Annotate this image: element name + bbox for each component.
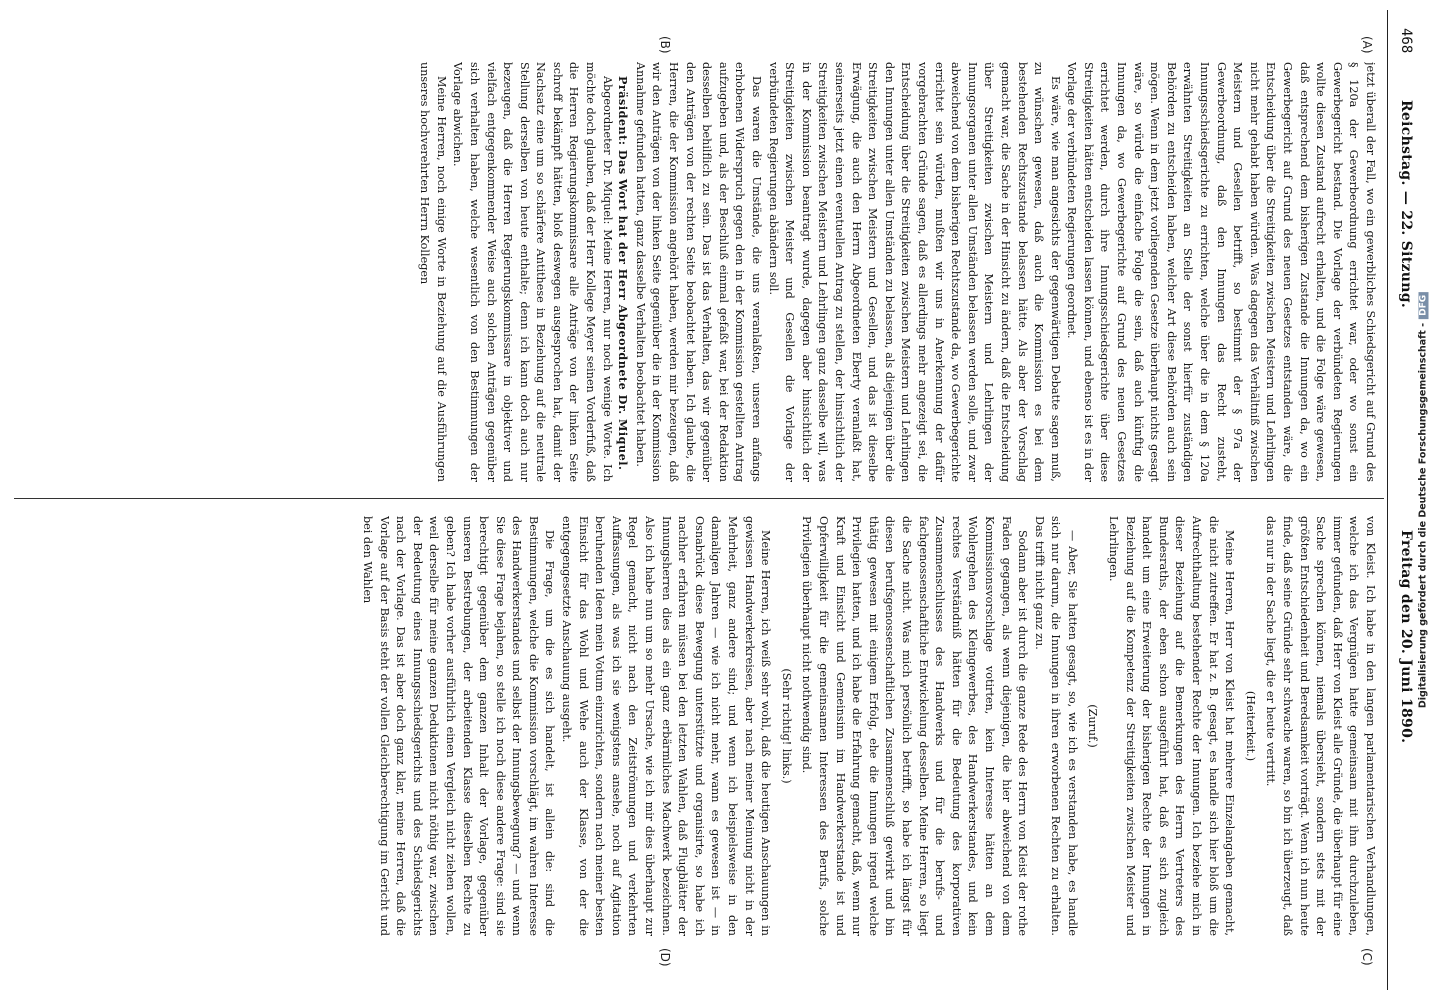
session-date: Freitag den 20. Juni 1890. <box>1398 530 1414 744</box>
paragraph: von Kleist. Ich habe in den langen parlamentarischen Verhandlungen, welche ich das Vergnügen hatte gemeinsam mit ihm durchzuleben, immer gefunden, daß Herr von Kleist alle Gründe, die überhaupt für eine Sache sprechen können, niemals übersieht, sondern stets mit der größten Entschiedenheit und Beredsamkeit vorträgt. Wenn ich nun heute finde, daß seine Gründe sehr schwache waren, so bin ich überzeugt, daß das nur in der Sache liegt, die er heute vertritt. <box>1264 516 1377 936</box>
paragraph: Das waren die Umstände, die uns veranlaßten, unseren anfangs erhobenen Widerspruch gegen den in der Kommission gestellten Antrag aufzugeben und, als der Beschluß einmal gefaßt war, bei der Redaktion desselben behilflich zu sein. Das ist das Verhalten, das wir gegenüber den Anträgen von der rechten Seite beobachtet haben. Ich glaube, die Herren, die der Kommission angehört haben, werden mir bezeugen, daß wir den Anträgen von der linken Seite gegenüber die in der Kommission Annahme gefunden hatten, ganz dasselbe Verhalten beobachtet haben. <box>633 62 764 482</box>
page-header <box>1390 10 1420 990</box>
column-divider <box>14 498 1384 499</box>
session-title: Reichstag. — 22. Sitzung. <box>1398 100 1414 308</box>
speaker-line: Präsident: Das Wort hat der Herr Abgeordnete Dr. Miquel. <box>616 76 631 471</box>
dfg-logo: DFG <box>1419 292 1429 319</box>
paragraph: Sodann aber ist durch die ganze Rede des Herrn von Kleist der rothe Faden gegangen, als wenn diejenigen, die hier abweichend von dem Kommissionsvorschlage votirten, kein Interesse hätten an dem Wohlergehen des Kleingewerbes, des Handwerkerstandes, und kein rechtes Verständniß hätten für die Bedeutung des korporativen Zusammenschlusses des Handwerks und für die berufs- und fachgenossenschaftliche Entwickelung desselben. Meine Herren, so liegt die Sache nicht. Was mich persönlich betrifft, so habe ich längst für diesen berufsgenossenschaftlichen Zusammenschluß gewirkt und bin thätig gewesen mit einigem Erfolg, ehe die Innungen irgend welche Privilegien hatten, und ich habe die Erfahrung gemacht, daß, wenn nur Kraft und Einsicht und Gemeinsinn im Handwerkerstande ist und Opferwilligkeit für die gemeinsamen Interessen des Berufs, solche Privilegien überhaupt nicht nothwendig sind. <box>800 516 1030 936</box>
credit-text: Digitalisierung gefördert durch die Deutsche Forschungsgemeinschaft - <box>1417 322 1429 709</box>
paragraph: Es wäre, wie man angesichts der gegenwärtigen Debatte sagen muß, zu wünschen gewesen, daß auch die Kommission es bei dem bestehenden Rechtszustande belassen hätte. Als aber der Vorschlag gemacht war, die Sache in der Hinsicht zu ändern, daß die Entscheidung über Streitigkeiten zwischen Meistern und Lehrlingen der Innungsorganen unter allen Umständen belassen werden solle, und zwar abweichend von dem bisherigen Rechtszustande da, wo Gewerbegerichte errichtet sein würden, mußten wir uns in Anerkennung der dafür vorgebrachten Gründe sagen, daß es allerdings mehr angezeigt sei, die Entscheidung über die Streitigkeiten zwischen Meistern und Lehrlingen den Innungen unter allen Umständen zu belassen, als diejenigen über die Streitigkeiten zwischen Meistern und Gesellen, und das ist dieselbe Erwägung, die auch den Herrn Abgeordneten Eberty veranlaßt hat, seinerseits jetzt einen eventuellen Antrag zu stellen, der hinsichtlich der Streitigkeiten zwischen Meistern und Lehrlingen ganz dasselbe will, was in der Kommission beantragt wurde, dagegen aber hinsichtlich der Streitigkeiten zwischen Meister und Gesellen die Vorlage der verbündeten Regierungen abändern soll. <box>766 62 1062 482</box>
paragraph: Meine Herren, Herr von Kleist hat mehrere Einzelangaben gemacht, die nicht zutreffen. Er hat z. B. gesagt, es handle sich hier bloß um die Aufrechthaltung bestehender Rechte der Innungen. Ich beziehe mich in dieser Beziehung auf die Bemerkungen des Herrn Vertreters des Bundesraths, der eben schon ausgeführt hat, daß es sich zugleich handelt um eine Erweiterung der bisherigen Rechte der Innungen in Beziehung auf die Kompetenz der Streitigkeiten zwischen Meister und Lehrlingen. <box>1107 516 1237 936</box>
paragraph: Die Frage, um die es sich handelt, ist allein die: sind die Bestimmungen, welche die Kommission vorschlägt, im wahren Interesse des Handwerkerstandes und selbst der Innungsbewegung? — und wenn Sie diese Frage bejahen, so stelle ich noch diese andere Frage: sind sie berechtigt gegenüber dem ganzen Inhalt der Vorlage, gegenüber unseren Bestrebungen, der arbeitenden Klasse dieselben Rechte zu geben? Ich habe vorher ausführlich einen Vergleich nicht ziehen wollen, weil derselbe für meine ganzen Deduktionen nicht nöthig war, zwischen der Bedeutung eines Innungsschiedsgerichts und des Schiedsgerichts nach der Vorlage. Das ist aber doch ganz klar, meine Herren, daß die Vorlage auf der Basis steht der vollen Gleichberechtigung im Gericht und bei den Wahlen <box>360 516 557 936</box>
paragraph: Meine Herren, ich weiß sehr wohl, daß die heutigen Anschauungen in gewissen Handwerkerkreisen, aber nach meiner Meinung nicht in der Mehrheit, ganz andere sind; und wenn ich beispielsweise in den damaligen Jahren — wie ich nicht mehr, wann es gewesen ist — in Osnabrück diese Bewegung unterstützte und organisirte, so habe ich nachher erfahren müssen bei den letzten Wahlen, daß Flugblätter der Innungsherren dies als ein ganz erbärmliches Machwerk bezeichnen. Also ich habe nun um so mehr Ursache, wie ich mir dies überhaupt zur Regel gemacht, nicht nach den Zeitströmungen und verkehrten Auffassungen, als was ich sie wenigstens ansehe, noch auf Agitation beruhenden Ideen mein Votum einzurichten, sondern nach meiner besten Einsicht für das Wohl und Wehe auch der Klasse, von der die entgegengesetzte Anschauung ausgeht. <box>560 516 773 936</box>
header-rule <box>1387 10 1388 990</box>
digitization-credit <box>1418 292 1429 708</box>
interjection: (Heiterkeit.) <box>1243 690 1257 762</box>
right-column <box>12 516 1378 936</box>
margin-marker-b: (B) <box>658 36 672 54</box>
interjection: (Zuruf.) <box>1086 704 1100 748</box>
left-column <box>12 62 1378 482</box>
margin-marker-a: (A) <box>1360 36 1374 54</box>
interjection: (Sehr richtig! links.) <box>779 668 793 784</box>
margin-marker-c: (C) <box>1360 948 1374 966</box>
page-number: 468 <box>1398 28 1414 54</box>
margin-marker-d: (D) <box>658 948 672 967</box>
paragraph: — Aber, Sie hatten gesagt, so, wie ich es verstanden habe, es handle sich nur darum, die Innungen in ihren erworbenen Rechten zu erhalten. Das trifft nicht ganz zu. <box>1032 516 1079 936</box>
paragraph: jetzt überall der Fall, wo ein gewerbliches Schiedsgericht auf Grund des § 120a der Gewerbeordnung errichtet war, oder wo sonst ein Gewerbegericht bestand. Die Vorlage der verbündeten Regierungen wollte diesen Zustand aufrecht erhalten, und die Folge wäre gewesen, daß entsprechend dem bisherigen Zustande die Innungen da, wo ein Gewerbegericht auf Grund des neuen Gesetzes entstanden wäre, die Entscheidung über die Streitigkeiten zwischen Meistern und Lehrlingen nicht mehr gehabt haben würden. Was dagegen das Verhältniß zwischen Meistern und Gesellen betrifft, so bestimmt der § 97a der Gewerbeordnung, daß den Innungen das Recht zusteht, Innungsschiedsgerichte zu errichten, welche über die in dem § 120a erwähnten Streitigkeiten an Stelle der sonst hierfür zuständigen Behörden zu entscheiden haben, welcher Art diese Behörden auch sein mögen. Wenn in dem jetzt vorliegenden Gesetze überhaupt nichts gesagt wäre, so würde die einfache Folge die sein, daß auch künftig die Innungen da, wo Gewerbegerichte auf Grund des neuen Gesetzes errichtet werden, durch ihre Innungsschiedsgerichte über diese Streitigkeiten hätten entscheiden lassen können, und ebenso ist es in der Vorlage der verbündeten Regierungen geordnet. <box>1065 62 1377 482</box>
paragraph: Abgeordneter Dr. Miquel: Meine Herren, nur noch wenige Worte. Ich möchte doch glauben, daß der Herr Kollege Meyer seinen Vorderfuß, daß die Herren Regierungskommissare alle Anträge von der linken Seite schroff bekämpft hätten, bloß deswegen ausgesprochen hat, damit der Nachsatz eine um so schärfere Antithese in Beziehung auf die neutrale Stellung derselben von heute enthalte; denn ich kann doch auch nur bezeugen, daß die Herren Regierungskommissare in objektiver und vielfach entgegenkommender Weise auch solchen Anträgen gegenüber sich verhalten haben, welche wesentlich von den Bestimmungen der Vorlage abwichen. <box>451 62 614 482</box>
paragraph: Meine Herren, noch einige Worte in Beziehung auf die Ausführungen unseres hochverehrten Herrn Kollegen <box>418 62 448 482</box>
